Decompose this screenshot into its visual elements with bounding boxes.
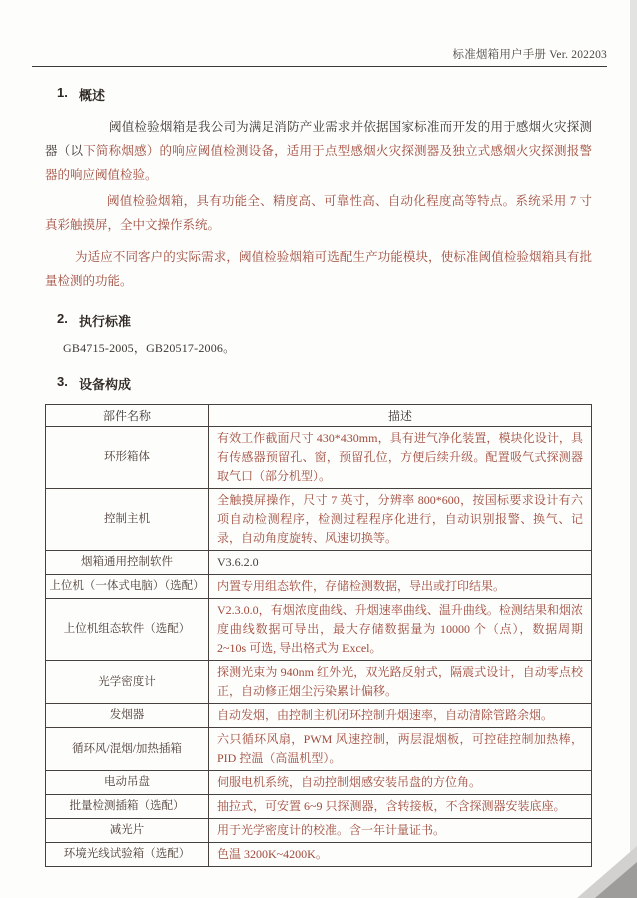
- overview-paragraph-1-red-segment: 下简称烟感）的响应阈值检测设备，适用于点型感烟火灾探测器及独立式感烟火灾探测报警器的响应阈值检验。: [45, 144, 592, 182]
- section-1-heading: [57, 85, 592, 104]
- scan-edge-strip: [630, 0, 637, 898]
- standards-line: GB4715-2005，GB20517-2006。: [63, 341, 236, 355]
- part-desc-cell: 色温 3200K~4200K。: [209, 843, 592, 867]
- scan-corner-shadow-dark: [595, 862, 637, 898]
- part-desc-cell: 内置专用组态软件，存储检测数据，导出或打印结果。: [209, 575, 592, 599]
- table-row: [46, 575, 592, 599]
- section-3-number: 3.: [57, 374, 68, 389]
- part-name-cell: 发烟器: [46, 704, 209, 728]
- equipment-table: [45, 404, 592, 867]
- section-3-heading: [57, 374, 592, 393]
- part-desc-cell: 探测光束为 940nm 红外光，双光路反射式，隔震式设计，自动零点校正，自动修正烟尘污染累计偏移。: [209, 661, 592, 704]
- table-row: [46, 427, 592, 489]
- part-name-cell: 批量检测插箱（选配）: [46, 795, 209, 819]
- part-name-cell: 环形箱体: [46, 427, 209, 489]
- section-2-title: 执行标准: [79, 314, 132, 329]
- part-desc-cell: V3.6.2.0: [209, 551, 592, 575]
- overview-paragraph-2: 阈值检验烟箱，具有功能全、精度高、可靠性高、自动化程度高等特点。系统采用 7 寸真彩触摸屏，全中文操作系统。: [45, 194, 592, 232]
- section-2-number: 2.: [57, 311, 68, 326]
- part-name-cell: 循环风/混烟/加热插箱: [46, 728, 209, 771]
- overview-paragraph-1-dark-segment: 阈值检验烟箱是我公司为满足消防产业需求并依据国家标准而开发的用于感烟火灾探测器（以: [45, 120, 592, 158]
- table-row: [46, 551, 592, 575]
- table-row: [46, 795, 592, 819]
- part-name-cell: 烟箱通用控制软件: [46, 551, 209, 575]
- table-header-row: [46, 405, 592, 427]
- table-row: [46, 771, 592, 795]
- document-header-title: 标准烟箱用户手册 Ver. 202203: [452, 49, 607, 61]
- part-desc-cell: 六只循环风扇，PWM 风速控制，两层混烟板，可控硅控制加热棒，PID 控温（高温机型）。: [209, 728, 592, 771]
- table-row: [46, 661, 592, 704]
- part-desc-cell: 自动发烟，由控制主机闭环控制升烟速率，自动清除管路余烟。: [209, 704, 592, 728]
- part-name-cell: 控制主机: [46, 489, 209, 551]
- table-row: [46, 704, 592, 728]
- part-desc-cell: 用于光学密度计的校准。含一年计量证书。: [209, 819, 592, 843]
- part-desc-cell: 抽拉式，可安置 6~9 只探测器，含转接板，不含探测器安装底座。: [209, 795, 592, 819]
- part-desc-cell: 全触摸屏操作，尺寸 7 英寸，分辨率 800*600，按国标要求设计有六项自动检测程序，检测过程程序化进行，自动识别报警、换气、记录，自动角度旋转、风速切换等。: [209, 489, 592, 551]
- part-name-cell: 电动吊盘: [46, 771, 209, 795]
- table-header-description: 描述: [209, 405, 592, 427]
- section-3-title: 设备构成: [79, 377, 132, 392]
- header-rule: [32, 66, 607, 67]
- part-name-cell: 减光片: [46, 819, 209, 843]
- table-row: [46, 489, 592, 551]
- part-desc-cell: 伺服电机系统，自动控制烟感安装吊盘的方位角。: [209, 771, 592, 795]
- part-desc-cell: 有效工作截面尺寸 430*430mm，具有进气净化装置，模块化设计，具有传感器预留孔、窗，预留孔位，方便后续升级。配置吸气式探测器取气口（部分机型）。: [209, 427, 592, 489]
- part-name-cell: 上位机（一体式电脑）（选配）: [46, 575, 209, 599]
- part-name-cell: 光学密度计: [46, 661, 209, 704]
- page-content: [0, 85, 637, 867]
- table-header-part-name: 部件名称: [46, 405, 209, 427]
- part-desc-cell: V2.3.0.0，有烟浓度曲线、升烟速率曲线、温升曲线。检测结果和烟浓度曲线数据可导出，最大存储数据量为 10000 个（点），数据周期 2~10s 可选, 导出格式为 Excel。: [209, 599, 592, 661]
- table-row: [46, 599, 592, 661]
- overview-paragraph-3: 为适应不同客户的实际需求，阈值检验烟箱可选配生产功能模块，使标准阈值检验烟箱具有批量检测的功能。: [45, 250, 592, 288]
- section-2-heading: [57, 311, 592, 330]
- overview-paragraph-1: [45, 115, 592, 187]
- part-name-cell: 上位机组态软件（选配）: [46, 599, 209, 661]
- section-1-number: 1.: [57, 85, 68, 100]
- table-row: [46, 819, 592, 843]
- part-name-cell: 环境光线试验箱（选配）: [46, 843, 209, 867]
- section-1-title: 概述: [79, 88, 106, 103]
- table-row: [46, 728, 592, 771]
- table-row: [46, 843, 592, 867]
